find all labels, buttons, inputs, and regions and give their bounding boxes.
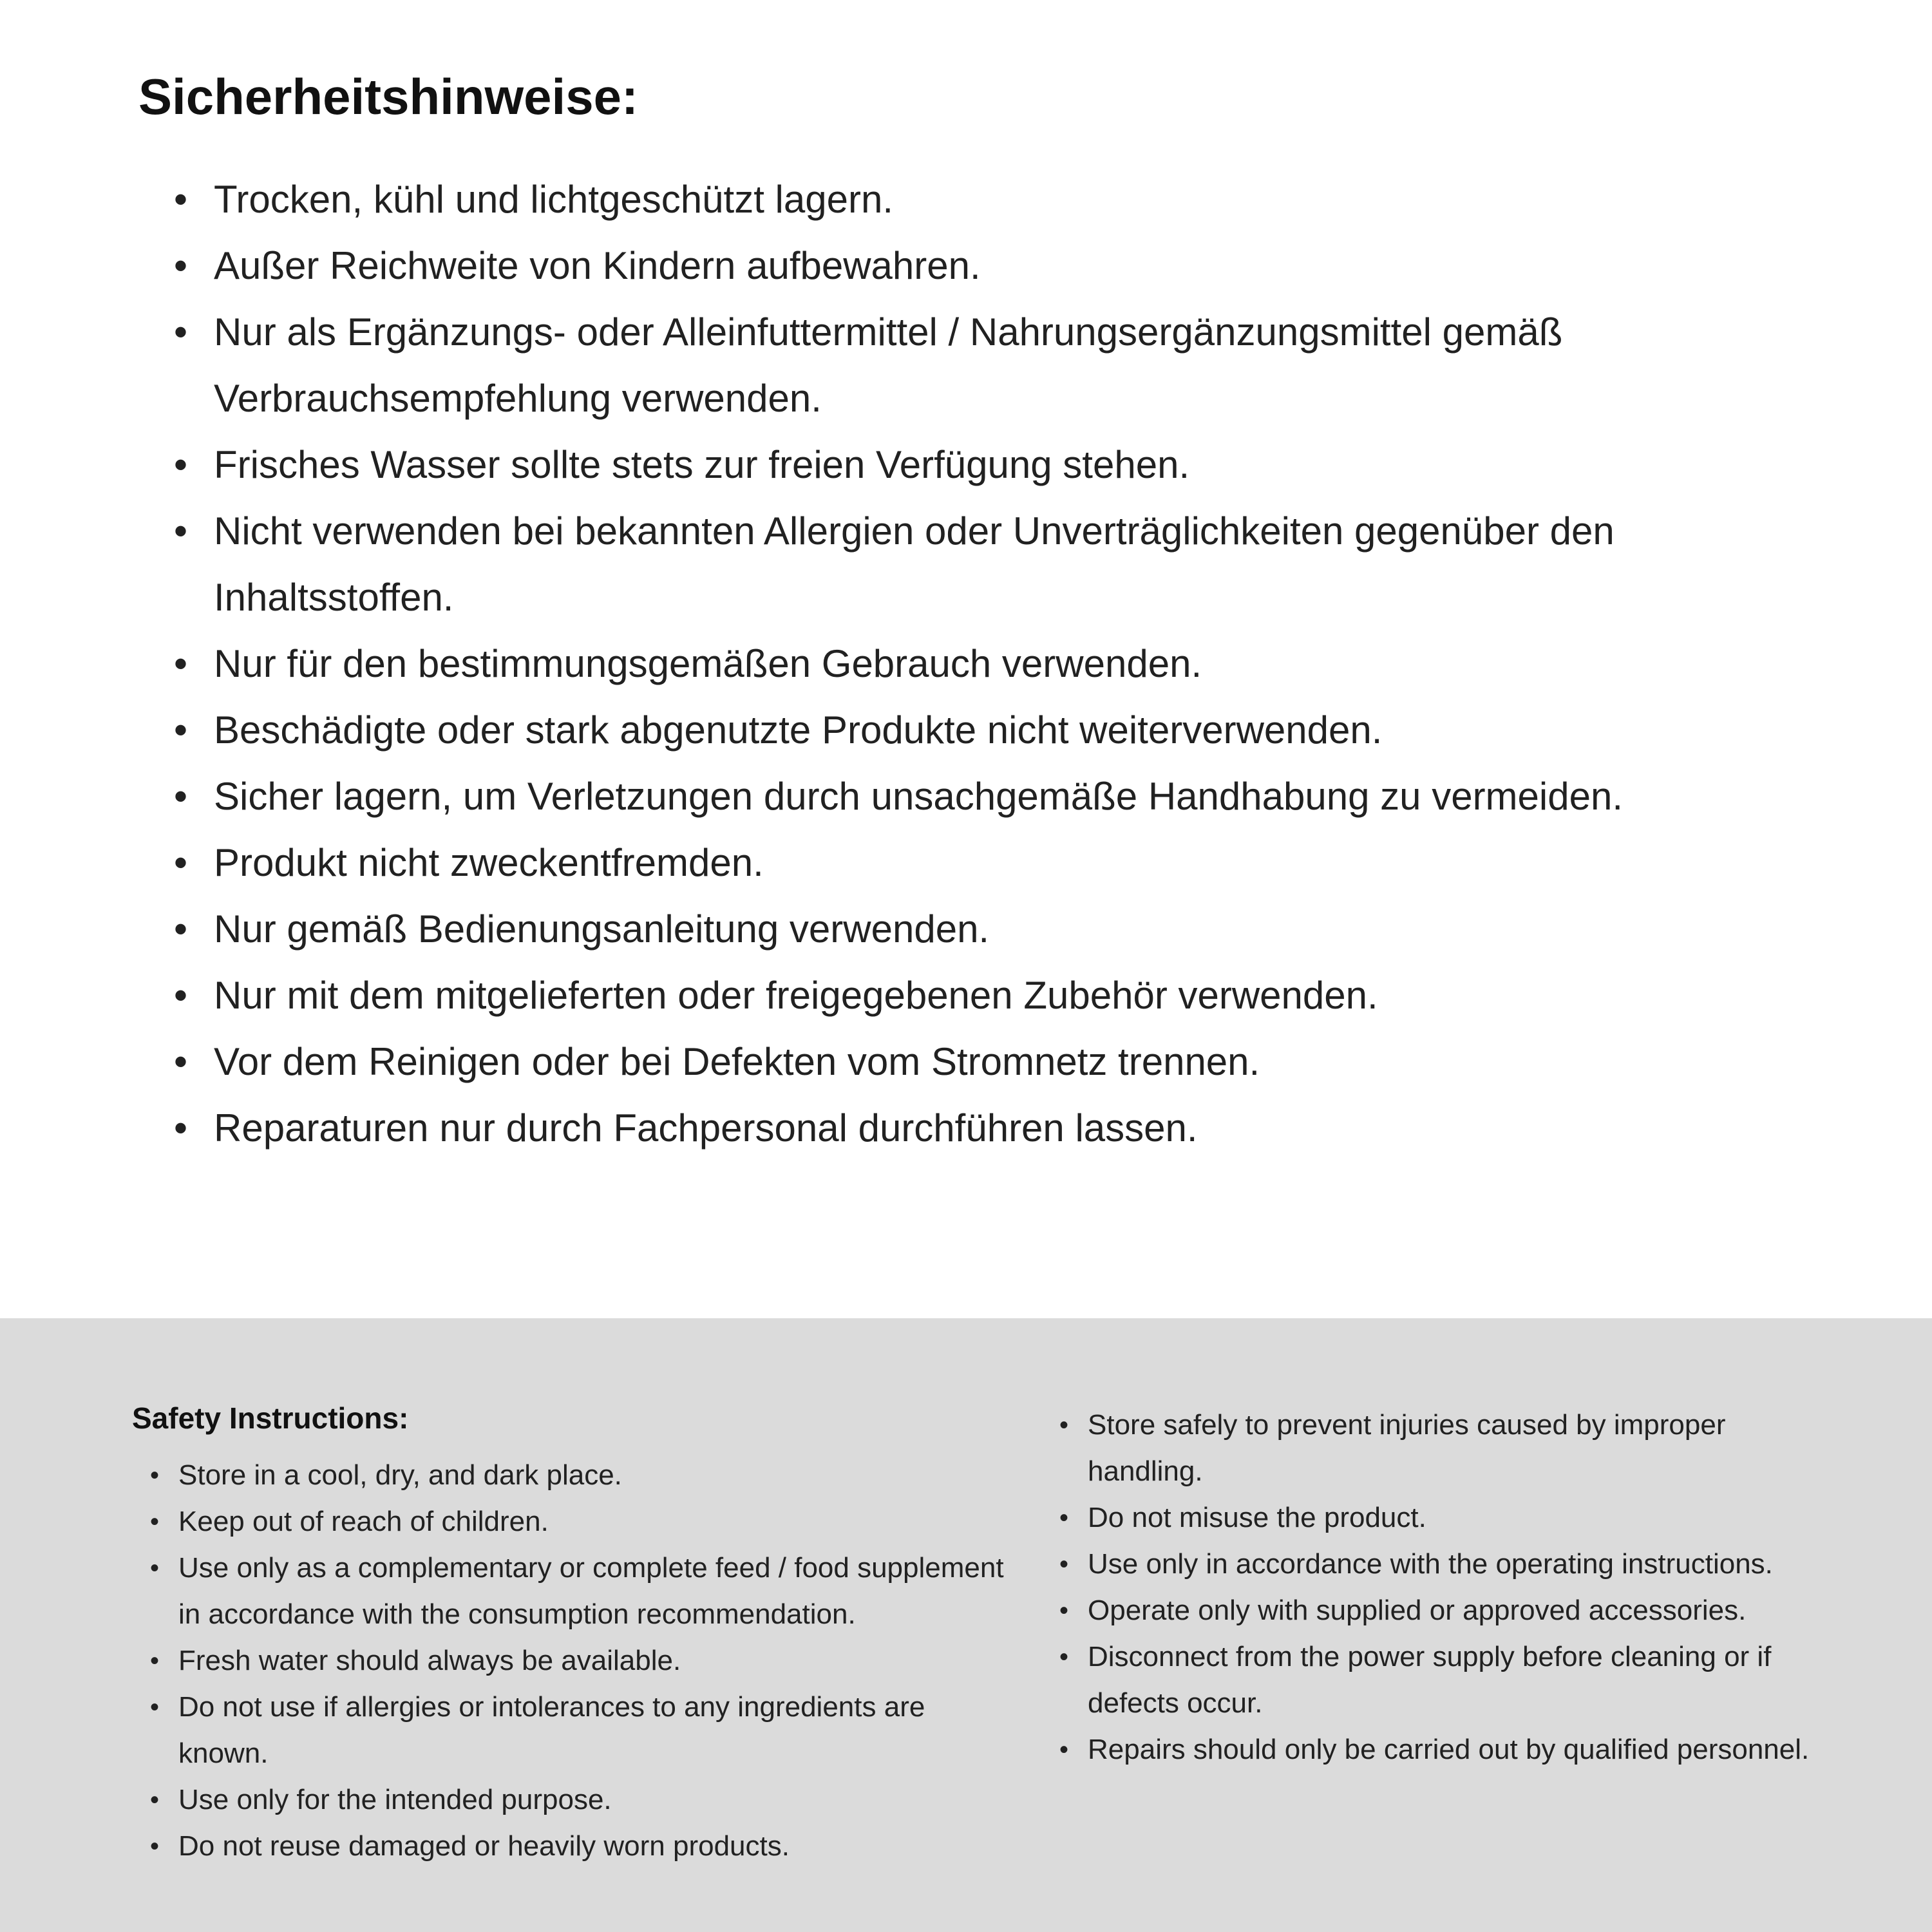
list-item: • Do not reuse damaged or heavily worn products.: [150, 1823, 1008, 1870]
list-item: • Store safely to prevent injuries caused by improper handling.: [1059, 1402, 1842, 1495]
list-item: • Nicht verwenden bei bekannten Allergien oder Unverträglichkeiten gegenüber den Inhaltsstoffen.: [174, 498, 1803, 630]
list-item: • Produkt nicht zweckentfremden.: [174, 829, 1803, 896]
list-item: • Store in a cool, dry, and dark place.: [150, 1452, 1008, 1499]
list-item: • Vor dem Reinigen oder bei Defekten vom Stromnetz trennen.: [174, 1028, 1803, 1095]
list-item: • Use only for the intended purpose.: [150, 1777, 1008, 1823]
list-item: • Operate only with supplied or approved accessories.: [1059, 1587, 1842, 1634]
list-item: • Nur als Ergänzungs- oder Alleinfuttermittel / Nahrungsergänzungsmittel gemäß Verbrauchsempfehlung verwenden.: [174, 299, 1803, 431]
list-item: • Use only as a complementary or complete feed / food supplement in accordance with the consumption recommendation.: [150, 1545, 1008, 1638]
list-item: • Nur mit dem mitgelieferten oder freigegebenen Zubehör verwenden.: [174, 962, 1803, 1028]
english-right-list: [1059, 1402, 1842, 1773]
english-title: Safety Instructions:: [132, 1401, 409, 1435]
english-left-column: [132, 1401, 1008, 1932]
list-item: • Disconnect from the power supply before cleaning or if defects occur.: [1059, 1634, 1842, 1727]
list-item: • Nur gemäß Bedienungsanleitung verwenden.: [174, 896, 1803, 962]
list-item: • Frisches Wasser sollte stets zur freien Verfügung stehen.: [174, 431, 1803, 498]
list-item: • Repairs should only be carried out by qualified personnel.: [1059, 1727, 1842, 1773]
english-left-list: [132, 1452, 1008, 1870]
list-item: • Beschädigte oder stark abgenutzte Produkte nicht weiterverwenden.: [174, 697, 1803, 763]
german-title: Sicherheitshinweise:: [138, 68, 638, 125]
german-list: [174, 166, 1803, 1161]
list-item: • Fresh water should always be available.: [150, 1638, 1008, 1684]
english-section: [0, 1318, 1932, 1932]
list-item: • Trocken, kühl und lichtgeschützt lagern.: [174, 166, 1803, 232]
list-item: • Nur für den bestimmungsgemäßen Gebrauch verwenden.: [174, 630, 1803, 697]
list-item: • Außer Reichweite von Kindern aufbewahren.: [174, 232, 1803, 299]
list-item: • Reparaturen nur durch Fachpersonal durchführen lassen.: [174, 1095, 1803, 1161]
list-item: • Keep out of reach of children.: [150, 1499, 1008, 1545]
list-item: • Use only in accordance with the operating instructions.: [1059, 1541, 1842, 1587]
english-right-column: [1059, 1401, 1842, 1932]
list-item: • Sicher lagern, um Verletzungen durch unsachgemäße Handhabung zu vermeiden.: [174, 763, 1803, 829]
list-item: • Do not use if allergies or intolerances to any ingredients are known.: [150, 1684, 1008, 1777]
list-item: • Do not misuse the product.: [1059, 1495, 1842, 1541]
